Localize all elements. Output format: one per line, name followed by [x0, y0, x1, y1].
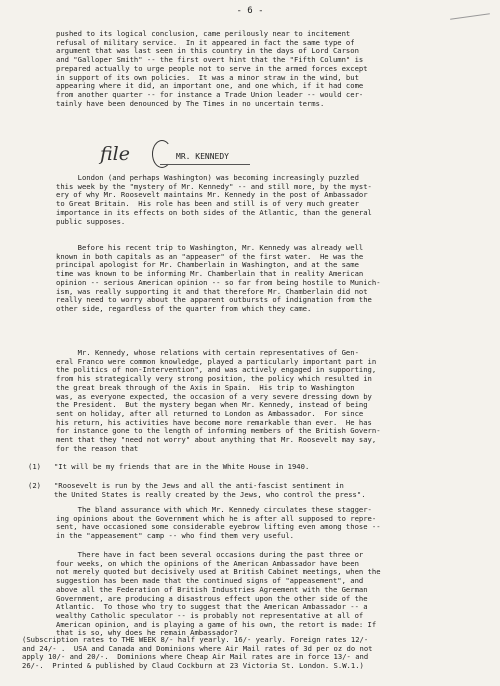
quote-2: (2) "Roosevelt is run by the Jews and all the anti-fascist sentiment in the United States is really created by the Jews, who control the press".	[28, 481, 366, 499]
paragraph-3: Before his recent trip to Washington, Mr. Kennedy was already well known in both capitals as an "appeaser" of the first water. He was the principal apologist for Mr. Chamberlain in Washington, and at the same time was known to be informing Mr. Chamberlain that in reality American opinion -- serious American opinion -- so far from being hostile to Munich- ism, was really supporting it and that therefore Mr. Chamberlain did not really need to worry about the apparent outbursts of indignation from the other side, regardless of the quarter from which they came.	[56, 243, 381, 313]
page-number: - 6 -	[236, 6, 264, 16]
quote-1: (1) "It will be my friends that are in the White House in 1940.	[28, 462, 310, 471]
handwritten-note: file	[100, 143, 130, 165]
paragraph-1: pushed to its logical conclusion, came perilously near to incitement refusal of military service. In it appeared in fact the same type of argument that was last seen in this country in the days of Lord Carson and "Galloper Smith" -- the first overt hint that the "Fifth Column" is prepared actually to urge people not to serve in the armed forces except in support of its own policies. It was a minor straw in the wind, but appearing where it did, an important one, and one which, if it had come from another quarter -- for instance a Trade Union leader -- would cer- tainly have been denounced by The Times in no uncertain terms.	[56, 29, 368, 108]
section-heading: MR. KENNEDY	[176, 152, 229, 161]
paragraph-6: There have in fact been several occasions during the past three or four weeks, on which the opinions of the American Ambassador have been not merely quoted but decisively used at British Cabinet meetings, when the suggestion has been made that the continued signs of "appeasement", and above all the Federation of British Industries Agreement with the German Government, are producing a disastrous effect upon the other side of the Atlantic. To those who try to suggest that the American Ambassador -- a wealthy Catholic speculator -- is probably not representative at all of American opinion, and is playing a game of his own, the retort is made: If that is so, why does he remain Ambassador?	[56, 550, 381, 638]
paragraph-4: Mr. Kennedy, whose relations with certain representatives of Gen- eral Franco were common knowledge, played a particularly important part in the politics of non-Intervention", and was actively engaged in supporting, from his strategically very strong position, the policy which resulted in the great break through of the Axis in Spain. His trip to Washington was, as everyone expected, the occasion of a very severe dressing down by the President. But the mystery began when Mr. Kennedy, instead of being sent on holiday, after all returned to London as Ambassador. For since his return, his activities have become more remarkable than ever. He has for instance gone to the length of informing members of the British Govern- ment that they "need not worry" about anything that Mr. Roosevelt may say, for the reason that	[56, 348, 381, 453]
heading-underline	[160, 164, 250, 165]
paragraph-2: London (and perhaps Washington) was becoming increasingly puzzled this week by the "mystery of Mr. Kennedy" -- and still more, by the myst- ery of why Mr. Roosevelt maintains Mr. Kennedy in the post of Ambassador to Great Britain. His role has been and still is of very much greater importance in its effects on both sides of the Atlantic, than the general public supposes.	[56, 173, 372, 226]
subscription-footer: (Subscription rates to THE WEEK 8/- half yearly. 16/- yearly. Foreign rates 12/- and 24/- . USA and Canada and Dominions where Air Mail rates of 3d per oz do not apply 10/- and 20/-. Dominions where Cheap Air Mail rates are in force 13/- and 26/-. Printed & published by Claud Cockburn at 23 Victoria St. London. S.W.1.)	[22, 635, 373, 671]
paragraph-5: The bland assurance with which Mr. Kennedy circulates these stagger- ing opinions about the Government which he is after all supposed to repre- sent, have occasioned some considerable eyebrow lifting even among those -- in the "appeasement" camp -- who find them very useful.	[56, 505, 381, 541]
